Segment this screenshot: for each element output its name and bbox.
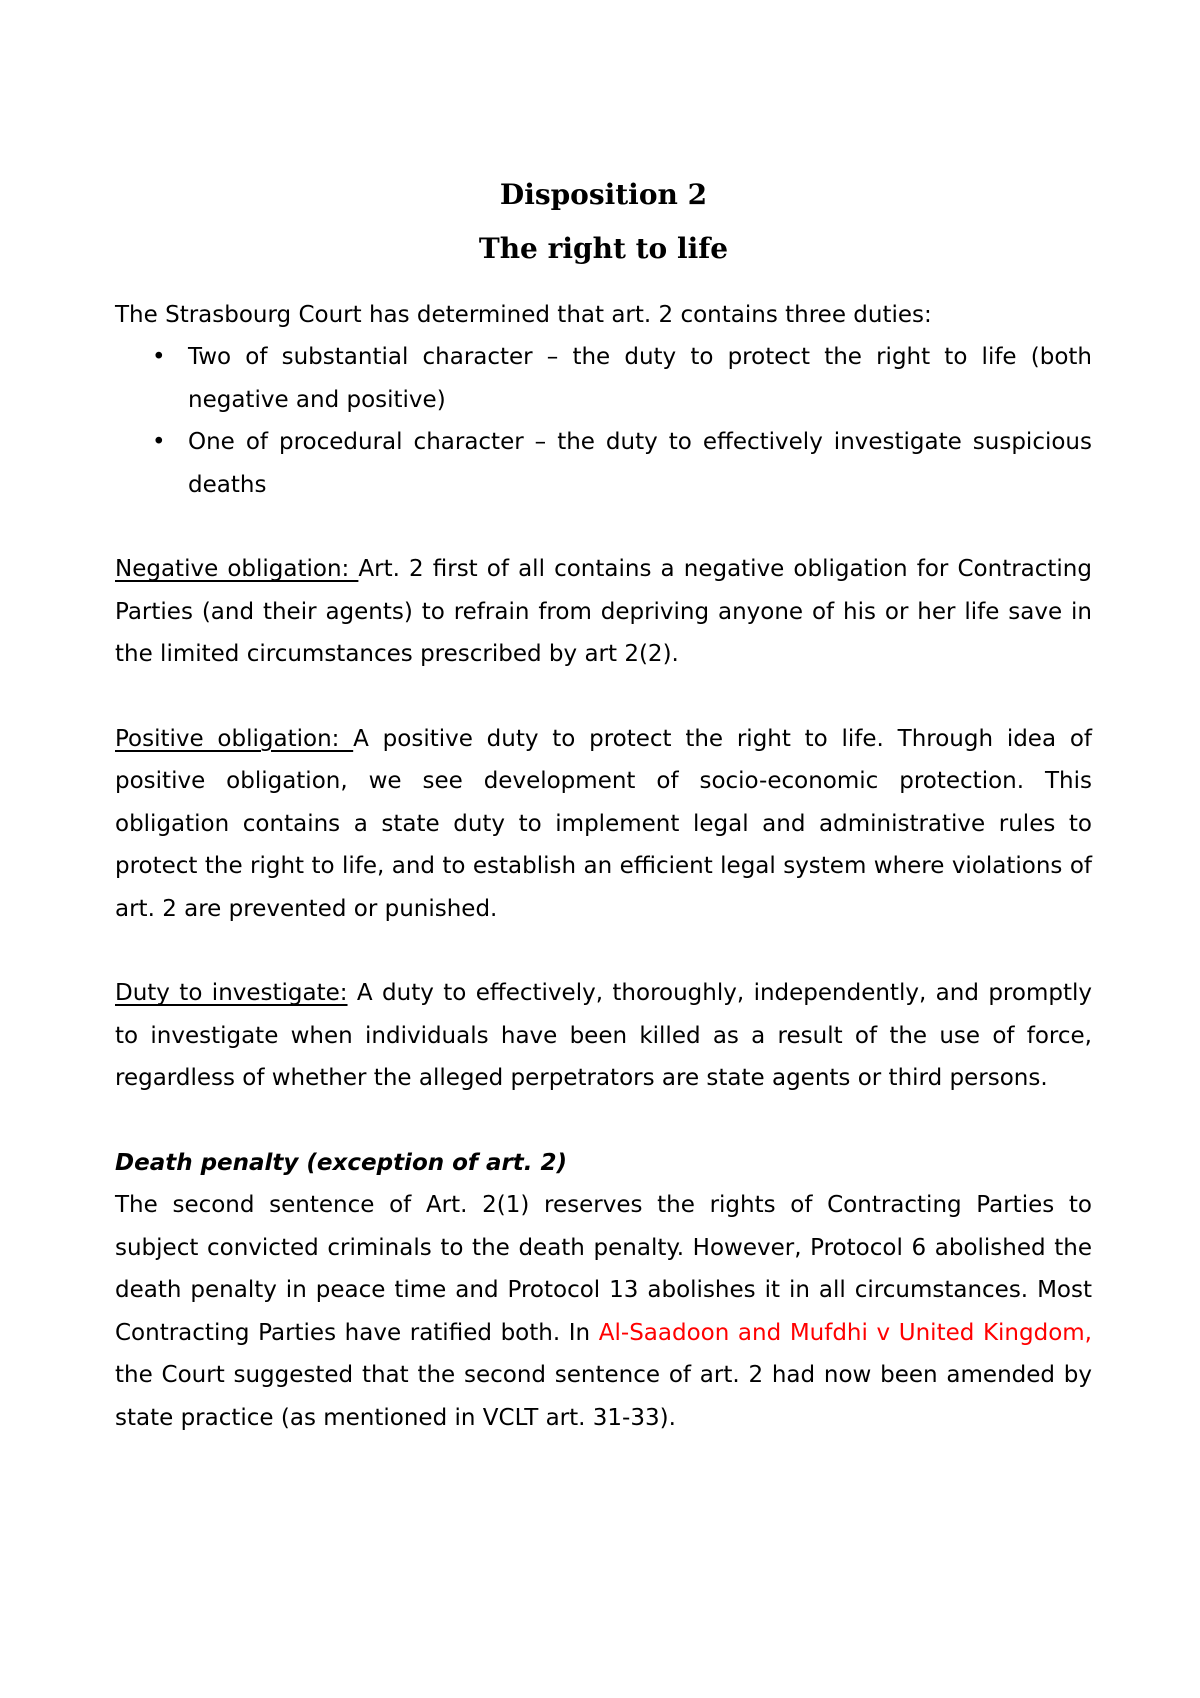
list-item xyxy=(152,421,1092,506)
positive-obligation-paragraph xyxy=(115,718,1092,930)
death-penalty-text-after: the Court suggested that the second sentence of art. 2 had now been amended by state practice (as mentioned in VCLT art. 31-33). xyxy=(115,1362,1092,1431)
document-body xyxy=(115,276,1092,1439)
positive-obligation-label: Positive obligation: xyxy=(115,726,354,753)
death-penalty-paragraph xyxy=(115,1184,1092,1438)
negative-obligation-text: Art. 2 first of all contains a negative obligation for Contracting Parties (and their agents) to refrain from depriving anyone of his or her life save in the limited circumstances prescribed by art 2(2). xyxy=(115,556,1092,668)
title-line-2: The right to life xyxy=(478,232,729,265)
case-name-link: Al-Saadoon and Mufdhi v United Kingdom, xyxy=(598,1319,1092,1346)
bullet-icon: • xyxy=(152,344,166,371)
negative-obligation-label: Negative obligation: xyxy=(115,556,359,583)
duty-to-investigate-paragraph xyxy=(115,972,1092,1099)
duty-to-investigate-label: Duty to investigate: xyxy=(115,980,348,1007)
negative-obligation-paragraph xyxy=(115,548,1092,675)
list-item-text: One of procedural character – the duty to effectively investigate suspicious deaths xyxy=(188,429,1092,498)
death-penalty-text-before: The second sentence of Art. 2(1) reserves the rights of Contracting Parties to subject convicted criminals to the death penalty. However, Protocol 6 abolished the death penalty in peace time and Protocol 13 abolishes it in all circumstances. Most Contracting Parties have ratified both. In xyxy=(115,1192,1092,1346)
death-penalty-heading: Death penalty (exception of art. 2) xyxy=(115,1150,568,1177)
intro-paragraph: The Strasbourg Court has determined that art. 2 contains three duties: xyxy=(115,302,932,328)
list-item xyxy=(152,336,1092,421)
duties-list xyxy=(115,336,1092,506)
list-item-text: Two of substantial character – the duty to protect the right to life (both negative and positive) xyxy=(188,344,1092,413)
bullet-icon: • xyxy=(152,429,166,456)
duty-to-investigate-text: A duty to effectively, thoroughly, independently, and promptly to investigate when individuals have been killed as a result of the use of force, regardless of whether the alleged perpetrators are state agents or third persons. xyxy=(115,980,1092,1092)
positive-obligation-text: A positive duty to protect the right to life. Through idea of positive obligation, we see development of socio-economic protection. This obligation contains a state duty to implement legal and administrative rules to protect the right to life, and to establish an efficient legal system where violations of art. 2 are prevented or punished. xyxy=(115,726,1092,922)
title-line-1: Disposition 2 xyxy=(499,178,708,211)
